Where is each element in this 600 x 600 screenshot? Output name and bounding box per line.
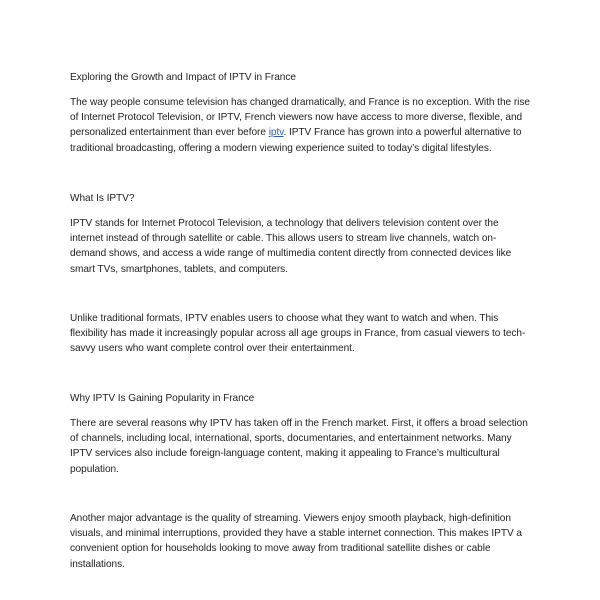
paragraph-what-is-iptv-1: IPTV stands for Internet Protocol Television, a technology that delivers television content over the internet instead of through satellite or cable. This allows users to stream live channels, watch on-demand shows, and access a wide range of multimedia content directly from connected devices like smart TVs, smartphones, tablets, and computers.	[70, 218, 512, 275]
paragraph-what-is-iptv-2: Unlike traditional formats, IPTV enables users to choose what they want to watch and when. This flexibility has made it increasingly popular across all age groups in France, from casual viewers to tech-savvy users who want complete control over their entertainment.	[70, 313, 526, 355]
intro-text-after-link: . IPTV France has grown into a powerful alternative to traditional broadcasting, offering a modern viewing experience suited to today’s digital lifestyles.	[70, 127, 522, 154]
intro-text-before-link: The way people consume television has changed dramatically, and France is no exception. With the rise of Internet Protocol Television, or IPTV, French viewers now have access to more diverse, flexible, and personalized entertainment than ever before	[70, 97, 530, 139]
iptv-link[interactable]: iptv	[268, 127, 284, 139]
section-heading-popularity: Why IPTV Is Gaining Popularity in France	[70, 393, 255, 404]
document-title: Exploring the Growth and Impact of IPTV in France	[70, 72, 296, 83]
intro-paragraph	[70, 95, 532, 156]
paragraph-popularity-2: Another major advantage is the quality of streaming. Viewers enjoy smooth playback, high-definition visuals, and minimal interruptions, provided they have a stable internet connection. This makes IPTV a convenient option for households looking to move away from traditional satellite dishes or cable installations.	[70, 513, 522, 570]
paragraph-popularity-1: There are several reasons why IPTV has taken off in the French market. First, it offers a broad selection of channels, including local, international, sports, documentaries, and entertainment networks. Many IPTV services also include foreign-language content, making it appealing to France’s multicultural population.	[70, 418, 528, 475]
section-heading-what-is-iptv: What Is IPTV?	[70, 193, 135, 204]
